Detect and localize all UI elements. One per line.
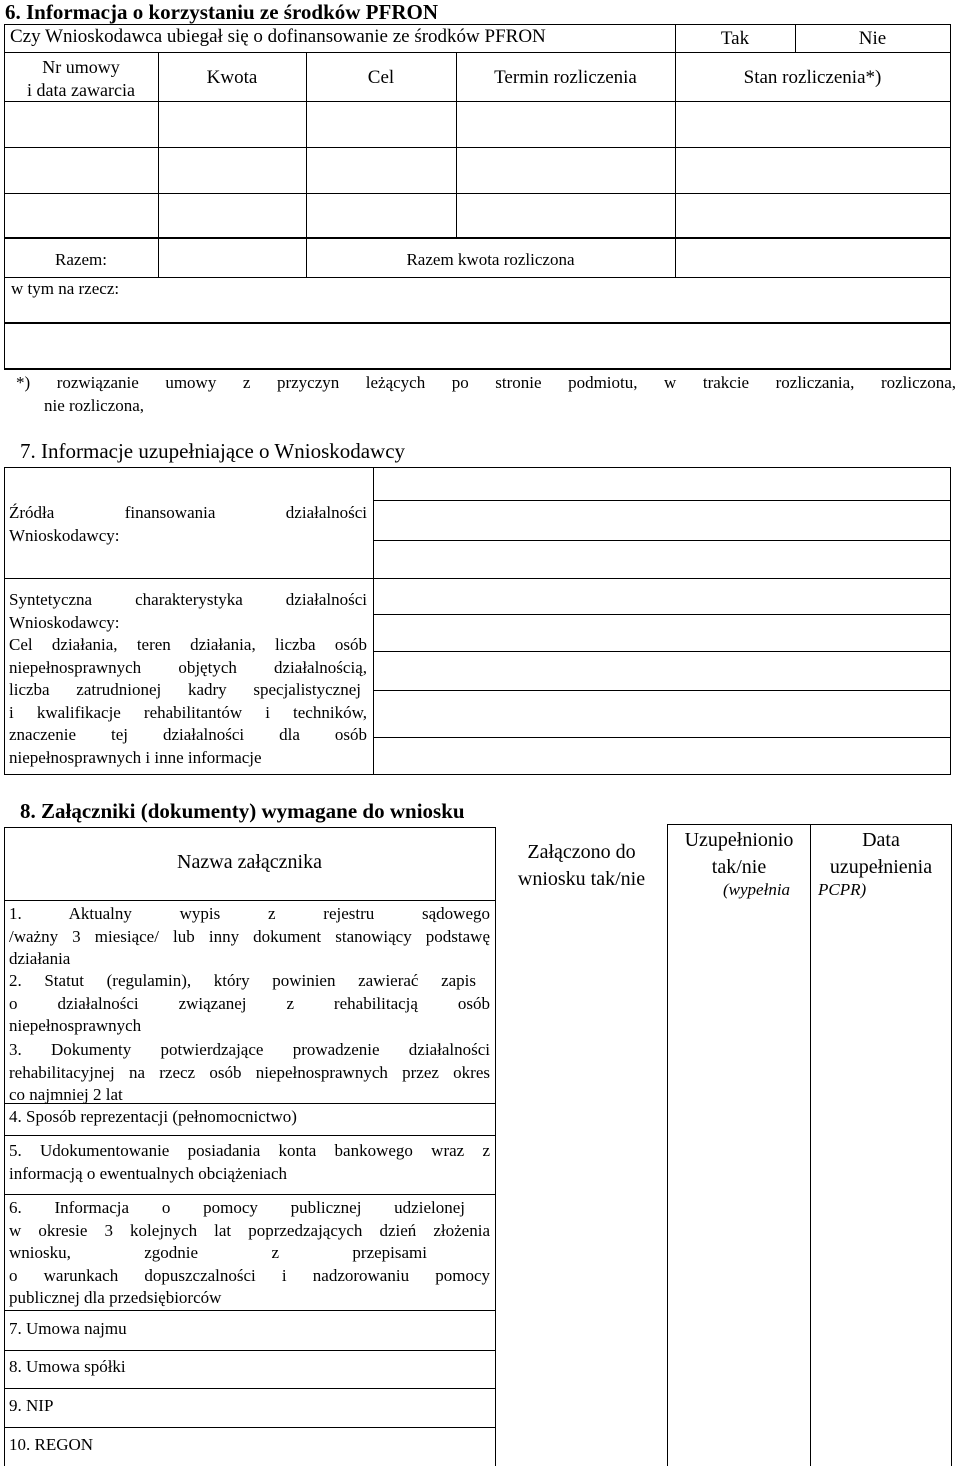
attachment-item: 5. Udokumentowanie posiadania konta bankowego wraz z informacją o ewentualnych obciążeniach xyxy=(9,1141,490,1183)
col-deadline: Termin rozliczenia xyxy=(494,67,637,88)
characteristics-label: Syntetyczna charakterystyka działalności Wnioskodawcy: Cel działania, teren działania, liczba osób niepełnosprawnych objętych działalnością, liczba zatrudnionej kadry specjalistycznej i kwalifikacje rehabilitantów i techników, znaczenie tej działalności dla osób niepełnosprawnych i inne informacje xyxy=(9,590,367,767)
footnote: *) rozwiązanie umowy z przyczyn leżących po stronie podmiotu, w trakcie rozliczania, rozliczona, xyxy=(16,373,956,392)
attachment-item: 2. Statut (regulamin), który powinien zawierać zapis o działalności związanej z rehabilitacją osób niepełnosprawnych xyxy=(9,971,490,1035)
col-contract: Nr umowy i data zawarcia xyxy=(27,57,135,100)
section-6-heading: 6. Informacja o korzystaniu ze środków PFRON xyxy=(5,0,439,24)
attachment-item: 3. Dokumenty potwierdzające prowadzenie działalności rehabilitacyjnej na rzecz osób niepełnosprawnych przez okres co najmniej 2 lat xyxy=(9,1040,490,1104)
col-attached: Załączono do wniosku tak/nie xyxy=(517,841,646,890)
attachment-item: 1. Aktualny wypis z rejestru sądowego /ważny 3 miesiące/ lub inny dokument stanowiący podstawę działania xyxy=(9,904,490,968)
funding-label-line2: Wnioskodawcy: xyxy=(9,526,120,545)
section-8-heading: 8. Załączniki (dokumenty) wymagane do wniosku xyxy=(20,799,465,823)
col-amount: Kwota xyxy=(206,67,258,88)
total-settled-label: Razem kwota rozliczona xyxy=(406,250,575,269)
no-option[interactable]: Nie xyxy=(858,28,887,49)
col-purpose: Cel xyxy=(367,67,395,88)
total-label: Razem: xyxy=(55,250,107,269)
col-completed: Uzupełnionio tak/nie xyxy=(684,829,794,878)
attachment-item: 9. NIP xyxy=(9,1396,54,1415)
attachment-item: 10. REGON xyxy=(9,1435,94,1454)
section-7-heading: 7. Informacje uzupełniające o Wnioskodawcy xyxy=(20,439,406,463)
attachment-item: 4. Sposób reprezentacji (pełnomocnictwo) xyxy=(9,1107,297,1126)
col-completion-date: Data uzupełnienia xyxy=(829,829,933,878)
funding-label-line1: Źródła finansowania działalności xyxy=(9,503,367,522)
col-status: Stan rozliczenia*) xyxy=(743,67,882,88)
attachment-item: 8. Umowa spółki xyxy=(9,1357,126,1376)
attachment-item: 7. Umowa najmu xyxy=(9,1319,127,1338)
footnote-continued: nie rozliczona, xyxy=(44,396,145,415)
yes-option[interactable]: Tak xyxy=(720,28,750,49)
on-behalf-label: w tym na rzecz: xyxy=(11,279,120,298)
pfron-question: Czy Wnioskodawca ubiegał się o dofinansowanie ze środków PFRON xyxy=(10,26,546,47)
note-pcpr: PCPR) xyxy=(818,880,867,899)
note-fill-by: (wypełnia xyxy=(723,880,791,899)
attachment-item: 6. Informacja o pomocy publicznej udzielonej w okresie 3 kolejnych lat poprzedzających dzień złożenia wniosku, zgodnie z przepisami o warunkach dopuszczalności i nadzorowaniu pomocy publicznej dla przedsiębiorców xyxy=(9,1198,490,1307)
col-attachment-name: Nazwa załącznika xyxy=(177,851,322,873)
